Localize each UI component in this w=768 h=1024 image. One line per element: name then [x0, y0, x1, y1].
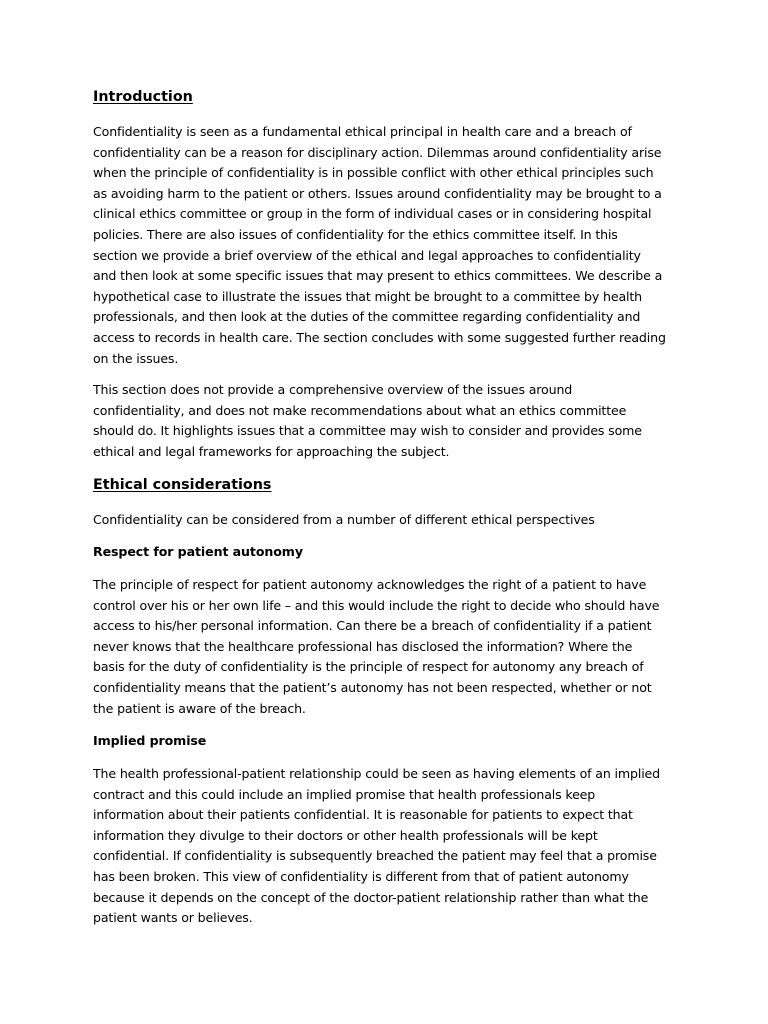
- autonomy-paragraph: [93, 575, 683, 719]
- text-line: information they divulge to their doctors or other health professionals will be kept: [93, 827, 598, 843]
- text-line: patient wants or believes.: [93, 910, 253, 926]
- text-line: The health professional-patient relationship could be seen as having elements of an implied: [93, 766, 660, 781]
- introduction-heading: Introduction: [93, 89, 193, 105]
- introduction-paragraph-1: [93, 122, 683, 369]
- text-line: policies. There are also issues of confidentiality for the ethics committee itself. In this: [93, 226, 618, 242]
- text-line: section we provide a brief overview of the ethical and legal approaches to confidentiality: [93, 247, 641, 263]
- text-line: The principle of respect for patient autonomy acknowledges the right of a patient to have: [93, 577, 647, 592]
- text-line: information about their patients confidential. It is reasonable for patients to expect that: [93, 807, 633, 823]
- text-line: access to records in health care. The section concludes with some suggested further reading: [93, 329, 666, 345]
- introduction-paragraph-2: [93, 380, 683, 462]
- text-line: has been broken. This view of confidentiality is different from that of patient autonomy: [93, 868, 629, 884]
- ethical-considerations-heading: Ethical considerations: [93, 477, 272, 493]
- autonomy-subheading: Respect for patient autonomy: [93, 544, 303, 559]
- text-line: access to his/her personal information. Can there be a breach of confidentiality if a patient: [93, 618, 652, 634]
- text-line: basis for the duty of confidentiality is the principle of respect for autonomy any breach of: [93, 659, 644, 675]
- text-line: contract and this could include an implied promise that health professionals keep: [93, 786, 596, 802]
- text-line: confidential. If confidentiality is subsequently breached the patient may feel that a promise: [93, 848, 657, 864]
- text-line: clinical ethics committee or group in the form of individual cases or in considering hospital: [93, 206, 652, 222]
- text-line: Confidentiality can be considered from a number of different ethical perspectives: [93, 512, 595, 527]
- text-line: because it depends on the concept of the doctor-patient relationship rather than what the: [93, 889, 649, 905]
- text-line: This section does not provide a comprehensive overview of the issues around: [93, 382, 573, 397]
- text-line: as avoiding harm to the patient or others. Issues around confidentiality may be brought to a: [93, 185, 662, 201]
- implied-promise-subheading: Implied promise: [93, 733, 207, 748]
- implied-promise-paragraph: [93, 764, 683, 929]
- text-line: never knows that the healthcare professional has disclosed the information? Where the: [93, 638, 633, 654]
- text-line: confidentiality means that the patient’s autonomy has not been respected, whether or not: [93, 679, 652, 695]
- text-line: Confidentiality is seen as a fundamental ethical principal in health care and a breach of: [93, 124, 632, 139]
- text-line: should do. It highlights issues that a committee may wish to consider and provides some: [93, 423, 642, 439]
- text-line: control over his or her own life – and this would include the right to decide who should have: [93, 597, 660, 613]
- text-line: hypothetical case to illustrate the issues that might be brought to a committee by health: [93, 288, 643, 304]
- ethical-intro-paragraph: [93, 510, 683, 531]
- text-line: and then look at some specific issues that may present to ethics committees. We describe a: [93, 268, 663, 284]
- text-line: on the issues.: [93, 350, 179, 366]
- text-line: confidentiality, and does not make recommendations about what an ethics committee: [93, 402, 627, 418]
- text-line: professionals, and then look at the duties of the committee regarding confidentiality and: [93, 309, 641, 325]
- text-line: the patient is aware of the breach.: [93, 700, 306, 716]
- text-line: confidentiality can be a reason for disciplinary action. Dilemmas around confidentiality arise: [93, 144, 662, 160]
- text-line: when the principle of confidentiality is in possible conflict with other ethical principles such: [93, 165, 654, 181]
- text-line: ethical and legal frameworks for approaching the subject.: [93, 443, 450, 459]
